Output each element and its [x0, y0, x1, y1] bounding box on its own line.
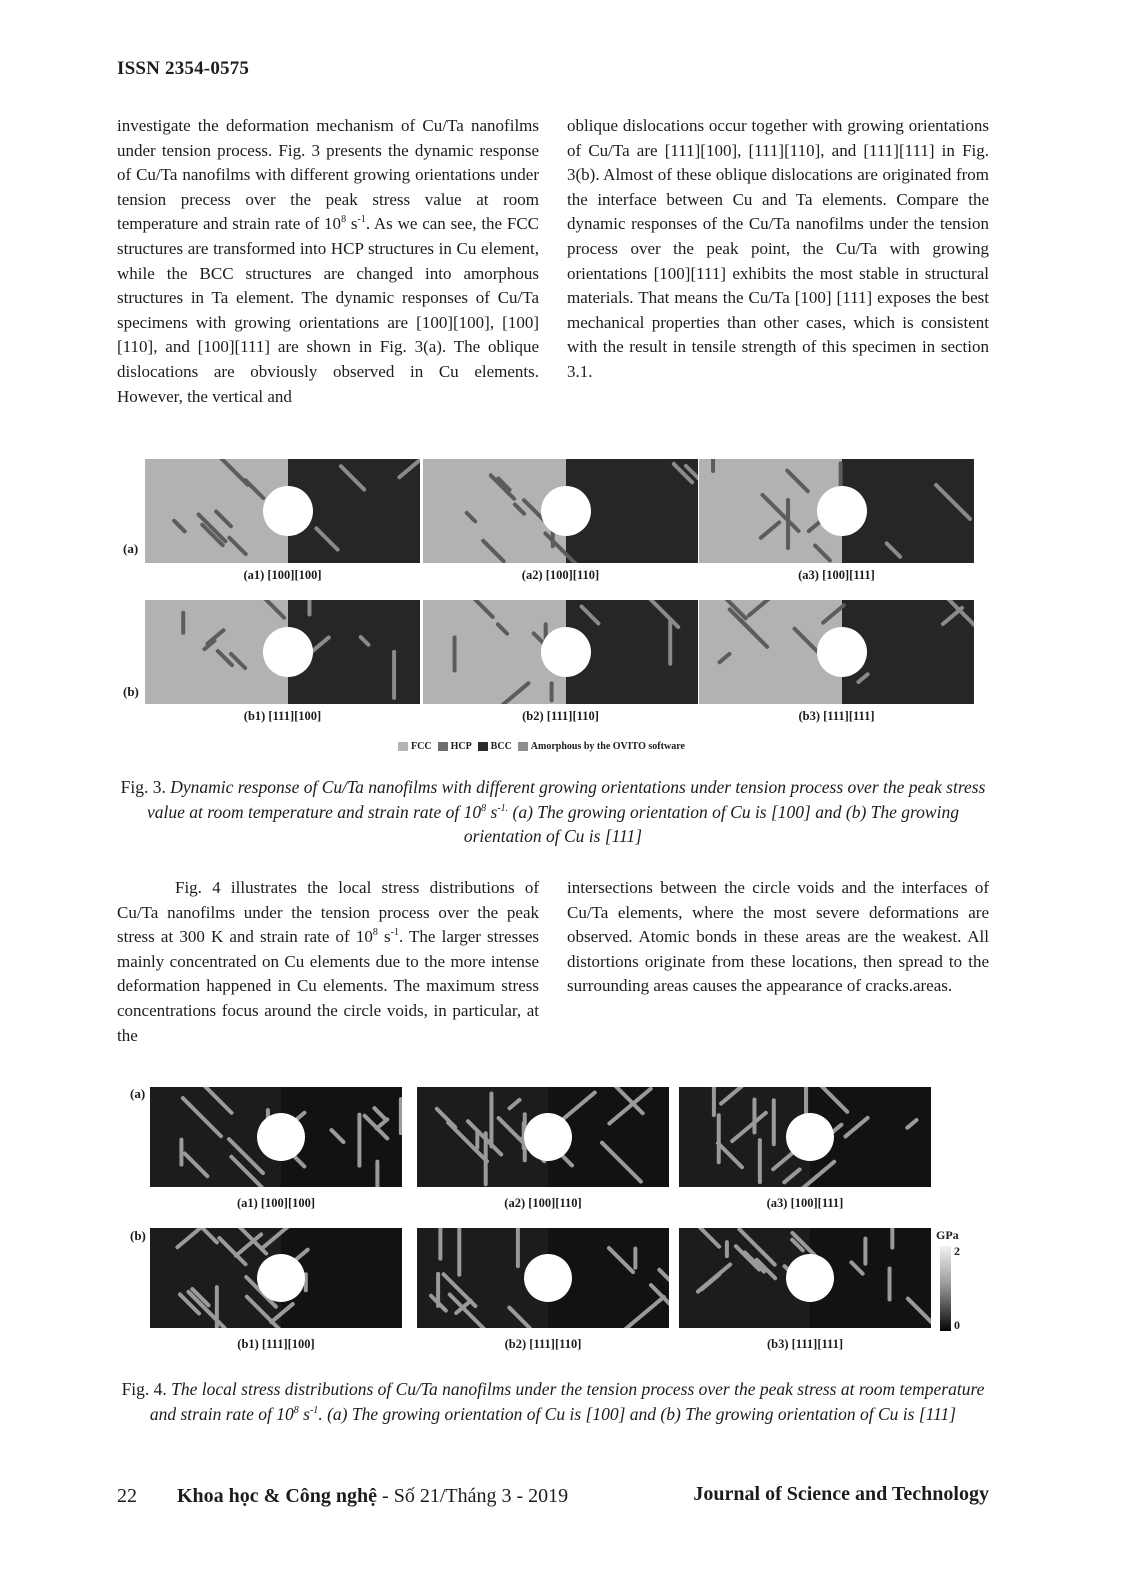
void-circle	[786, 1254, 834, 1302]
legend-item-amorphous: Amorphous by the OVITO software	[518, 741, 685, 752]
void-circle	[257, 1113, 305, 1161]
fig3-panel-b3	[699, 600, 974, 704]
colorbar-unit: GPa	[936, 1228, 959, 1242]
fig4-panel-label: (b3) [111][111]	[766, 1337, 844, 1351]
intro-left-text-a: investigate the deformation mechanism of Cu/Ta nanofilms under tension process. Fig. 3 presents the dynamic response of Cu/Ta nanofilms with different growing orientations under tension precess over the peak stress value at room temperature and strain rate of 10	[117, 116, 539, 234]
fig4-panel-label: (b1) [111][100]	[237, 1337, 315, 1351]
fig4-panel-a1	[150, 1087, 402, 1187]
intro-right-column: oblique dislocations occur together with growing orientations of Cu/Ta are [111][100], [111][110], and [111][111] in Fig. 3(b). Almost of these oblique dislocations are originated from the interface between Cu and Ta elements. Compare the dynamic responses of the Cu/Ta nanofilms under the tension process over the peak point, the Cu/Ta with growing orientations [100][111] exhibits the most stable in structural materials. That means the Cu/Ta [100] [111] exposes the best mechanical properties than other cases, which is consistent with the result in tensile strength of this specimen in section 3.1.	[567, 116, 989, 381]
void-circle	[524, 1254, 572, 1302]
void-circle	[524, 1113, 572, 1161]
journal-title-en: Journal of Science and Technology	[693, 1483, 989, 1505]
journal-title-vn: Khoa học & Công nghệ - Số 21/Tháng 3 - 2019	[177, 1485, 569, 1507]
legend-swatch-fcc	[398, 742, 408, 751]
fig4-panel-a3	[679, 1087, 931, 1187]
void-circle	[541, 486, 591, 536]
void-circle	[541, 627, 591, 677]
intro-left-s: s	[346, 214, 358, 234]
fig3-panel-label: (b3) [111][111]	[798, 709, 875, 723]
page-number: 22	[117, 1485, 137, 1507]
colorbar-min: 0	[954, 1318, 960, 1332]
body-left-column: Fig. 4 illustrates the local stress distributions of Cu/Ta nanofilms under the tension process over the peak stress at 300 K and strain rate of $10^8$ $s^{-1}$. The larger stresses mainly concentrated on Cu elements due to the more intense deformation happened in Cu elements. The maximum stress concentrations focus around the circle voids, in particular, at the	[117, 878, 539, 1045]
body-right-column: intersections between the circle voids and the interfaces of Cu/Ta elements, where the most severe deformations are observed. Atomic bonds in these areas are the weakest. All distortions originate from these locations, then spread to the surrounding areas causes the appearance of cracks.areas.	[567, 878, 989, 996]
fig3-panel-label: (a3) [100][111]	[798, 568, 875, 582]
fig4-panel-label: (a1) [100][100]	[236, 1196, 316, 1210]
fig3-panel-b1	[145, 600, 420, 704]
fig3-panel-a3	[699, 459, 974, 563]
fig4-row-label-b: (b)	[130, 1228, 146, 1243]
fig4-panel-a2	[417, 1087, 669, 1187]
fig4-panel-label: (b2) [111][110]	[504, 1337, 582, 1351]
intro-left-text-b: . As we can see, the FCC structures are transformed into HCP structures in Cu element, while the BCC structures are changed into amorphous structures in Ta element. The dynamic responses of Cu/Ta specimens with growing orientations are [100][100], [100][110], and [100][111] are shown in Fig. 3(a). The oblique dislocations are obviously observed in Cu elements. However, the vertical and	[117, 214, 539, 406]
fig4-panel-b3	[679, 1228, 931, 1328]
fig4-caption: Fig. 4. The local stress distributions of Cu/Ta nanofilms under the tension process over the peak stress at room temperature and strain rate of $10^8$ $s^{-1}$. (a) The growing orientation of Cu is [100] and (b) The growing orientation of Cu is [111]	[121, 1379, 985, 1424]
legend-swatch-hcp	[438, 742, 448, 751]
legend-swatch-amorphous	[518, 742, 528, 751]
legend-item-fcc: FCC	[398, 741, 432, 752]
void-circle	[263, 627, 313, 677]
fig3-panel-label: (b2) [111][110]	[522, 709, 599, 723]
fig4-panel-b2	[417, 1228, 669, 1328]
void-circle	[786, 1113, 834, 1161]
intro-left-column	[117, 114, 539, 409]
legend-swatch-bcc	[478, 742, 488, 751]
issn-header: ISSN 2354-0575	[117, 58, 250, 79]
fig3-panel-label: (a2) [100][110]	[521, 568, 600, 582]
fig3-panel-label: (b1) [111][100]	[243, 709, 322, 723]
intro-left-sup: 8	[341, 214, 347, 226]
fig3-legend	[398, 741, 685, 752]
stress-colorbar	[940, 1246, 951, 1331]
legend-item-bcc: BCC	[478, 741, 512, 752]
fig3-row-label-b: (b)	[123, 684, 139, 699]
void-circle	[817, 486, 867, 536]
fig3-caption: Fig. 3. Dynamic response of Cu/Ta nanofilms with different growing orientations under tension process over the peak stress value at room temperature and strain rate of $10^8$ $s^{-1.}$ (a) The growing orientation of Cu is [100] and (b) The growing orientation of Cu is [111]	[120, 777, 986, 846]
fig3-panel-b2	[423, 600, 698, 704]
void-circle	[263, 486, 313, 536]
fig4-panel-label: (a3) [100][111]	[766, 1196, 844, 1210]
fig4-panel-b1	[150, 1228, 402, 1328]
fig3-panel-a2	[423, 459, 698, 563]
fig3-row-label-a: (a)	[123, 541, 139, 556]
fig4-panel-label: (a2) [100][110]	[504, 1196, 582, 1210]
intro-left-sup2: -1	[357, 214, 366, 226]
fig3-panel-label: (a1) [100][100]	[243, 568, 322, 582]
fig4-row-label-a: (a)	[130, 1086, 146, 1101]
void-circle	[257, 1254, 305, 1302]
colorbar-max: 2	[954, 1244, 960, 1258]
fig3-panel-a1	[145, 459, 420, 563]
void-circle	[817, 627, 867, 677]
legend-item-hcp: HCP	[438, 741, 472, 752]
